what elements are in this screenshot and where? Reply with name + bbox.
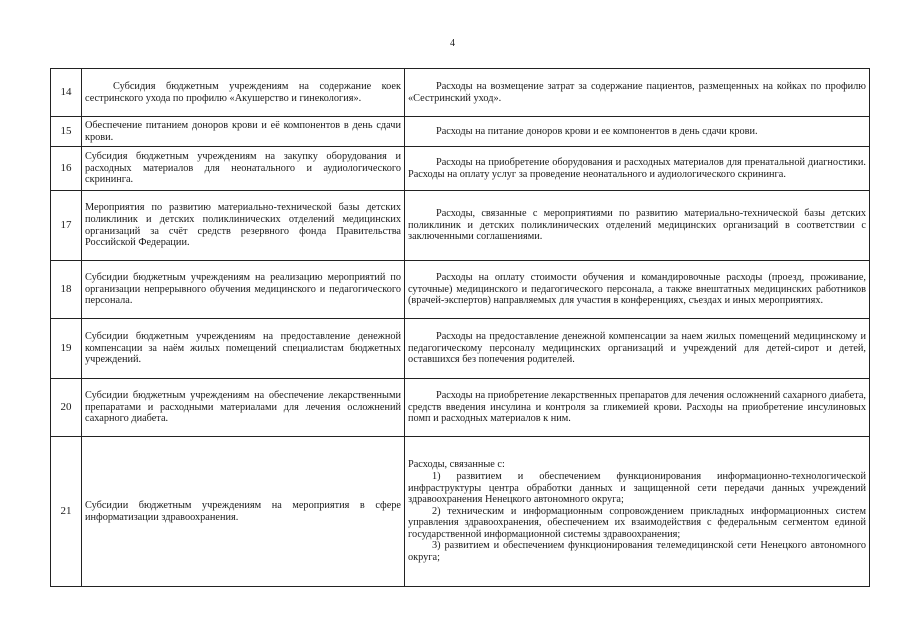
row-description bbox=[405, 437, 870, 587]
table-row bbox=[51, 69, 870, 117]
row-name: Субсидия бюджетным учреждениям на закупку оборудования и расходных материалов для неонатального и аудиологического скрининга. bbox=[82, 147, 405, 191]
row-number: 20 bbox=[51, 379, 82, 437]
row-number: 17 bbox=[51, 191, 82, 261]
table-row bbox=[51, 191, 870, 261]
row-name: Обеспечение питанием доноров крови и её компонентов в день сдачи крови. bbox=[82, 117, 405, 147]
description-item: 2) техническим и информационным сопровождением прикладных информационных систем управления здравоохранения, обеспечением их взаимодействия с федеральным сегментом единой государственной информационной системы здравоохранения; bbox=[408, 505, 866, 540]
row-name: Субсидии бюджетным учреждениям на реализацию мероприятий по организации непрерывного обучения медицинского и педагогического персонала. bbox=[82, 261, 405, 319]
row-description: Расходы на возмещение затрат за содержание пациентов, размещенных на койках по профилю «Сестринский уход». bbox=[405, 69, 870, 117]
row-name: Мероприятия по развитию материально-технической базы детских поликлиник и детских поликлинических отделений медицинских организаций за счёт средств резервного фонда Правительства Российской Федерации. bbox=[82, 191, 405, 261]
row-description: Расходы на питание доноров крови и ее компонентов в день сдачи крови. bbox=[405, 117, 870, 147]
row-number: 18 bbox=[51, 261, 82, 319]
row-name: Субсидии бюджетным учреждениям на предоставление денежной компенсации за наём жилых помещений специалистам бюджетных учреждений. bbox=[82, 319, 405, 379]
table-row bbox=[51, 379, 870, 437]
row-number: 21 bbox=[51, 437, 82, 587]
row-description: Расходы, связанные с мероприятиями по развитию материально-технической базы детских поликлиник и детских поликлинических отделений медицинских организаций в соответствии с заключенными соглашениями. bbox=[405, 191, 870, 261]
row-name: Субсидия бюджетным учреждениям на содержание коек сестринского ухода по профилю «Акушерство и гинекология». bbox=[82, 69, 405, 117]
row-number: 14 bbox=[51, 69, 82, 117]
row-description: Расходы на приобретение лекарственных препаратов для лечения осложнений сахарного диабета, средств введения инсулина и контроля за гликемией крови. Расходы на приобретение инсулиновых помп и расходных материалов к ним. bbox=[405, 379, 870, 437]
table-row bbox=[51, 319, 870, 379]
description-intro: Расходы, связанные с: bbox=[408, 459, 505, 471]
table-row bbox=[51, 117, 870, 147]
row-name: Субсидии бюджетным учреждениям на обеспечение лекарственными препаратами и расходными материалами для лечения осложнений сахарного диабета. bbox=[82, 379, 405, 437]
row-number: 15 bbox=[51, 117, 82, 147]
description-item: 1) развитием и обеспечением функционирования информационно-технологической инфраструктуры центра обработки данных и защищенной сети передачи данных учреждений здравоохранения Ненецкого автономного округа; bbox=[408, 470, 866, 506]
page-number: 4 bbox=[450, 38, 455, 49]
table-row bbox=[51, 261, 870, 319]
row-number: 16 bbox=[51, 147, 82, 191]
description-item: 3) развитием и обеспечением функционирования телемедицинской сети Ненецкого автономного округа; bbox=[408, 540, 866, 564]
table-row bbox=[51, 147, 870, 191]
table-row bbox=[51, 437, 870, 587]
row-description: Расходы на оплату стоимости обучения и командировочные расходы (проезд, проживание, суточные) медицинского и педагогического персонала, а также внештатных медицинских работников (врачей-экспертов) направляемых для участия в конференциях, съездах и иных мероприятиях. bbox=[405, 261, 870, 319]
row-name: Субсидии бюджетным учреждениям на мероприятия в сфере информатизации здравоохранения. bbox=[82, 437, 405, 587]
row-description: Расходы на приобретение оборудования и расходных материалов для пренатальной диагностики. Расходы на оплату услуг за проведение неонатального и аудиологического скрининга. bbox=[405, 147, 870, 191]
expense-table bbox=[50, 68, 870, 587]
row-description: Расходы на предоставление денежной компенсации за наем жилых помещений медицинскому и педагогическому персоналу медицинских организаций и учреждений для детей-сирот и детей, оставшихся без попечения родителей. bbox=[405, 319, 870, 379]
row-number: 19 bbox=[51, 319, 82, 379]
